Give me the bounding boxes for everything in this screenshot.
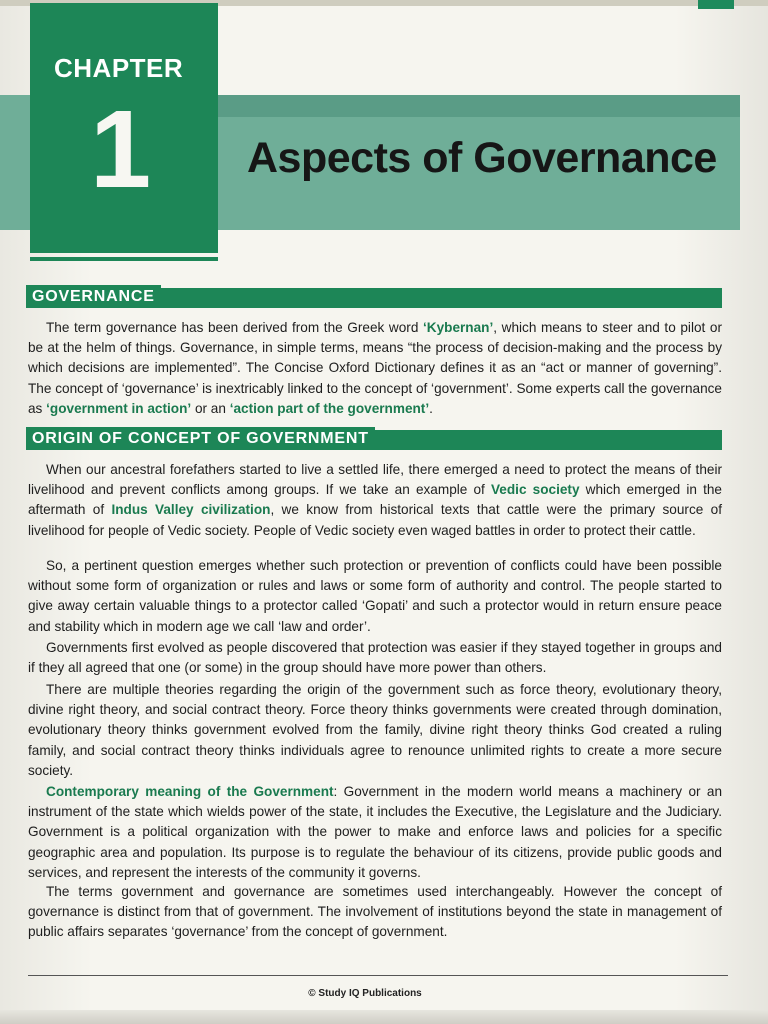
- highlighted-term: Indus Valley civilization: [111, 502, 271, 518]
- paragraph-text: or an: [191, 400, 230, 416]
- chapter-label: CHAPTER: [54, 53, 184, 83]
- paragraph-text: Governments first evolved as people discovered that protection was easier if they stayed together in groups and if they all agreed that one (or some) in the group should have more power than others.: [28, 640, 722, 676]
- paragraph: [28, 782, 722, 883]
- highlighted-term: ‘government in action’: [46, 400, 192, 416]
- footer-rule: [28, 975, 728, 976]
- paragraph-text: , we know from historical texts that cattle were the primary source of livelihood for people of Vedic society. People of Vedic society even waged battles in order to protect their cattle.: [28, 502, 722, 538]
- highlighted-term: ‘Kybernan’: [422, 320, 494, 335]
- chapter-underline: [30, 257, 218, 261]
- paragraph-text: : Government in the modern world means a machinery or an instrument of the state which wields power of the state, it includes the Executive, the Legislature and the Judiciary. Government is a political organization with the power to make and enforce laws and policies for a specific geographic area and population. Its purpose is to regulate the behaviour of its citizens, provide public goods and services, and represent the interests of the community it governs.: [28, 784, 723, 880]
- highlighted-term: Contemporary meaning of the Government: [46, 784, 334, 799]
- section-heading-origin: ORIGIN OF CONCEPT OF GOVERNMENT: [26, 427, 375, 450]
- footer-publisher: © Study IQ Publications: [308, 988, 422, 999]
- paragraph: [28, 556, 722, 637]
- highlighted-term: Vedic society: [490, 482, 580, 498]
- chapter-number: 1: [90, 88, 152, 211]
- paragraph: [28, 882, 722, 943]
- paragraph: [28, 638, 722, 678]
- paragraph-text: .: [429, 400, 433, 416]
- paragraph-text: So, a pertinent question emerges whether such protection or prevention of conflicts could have been possible without some form of organization or rules and laws or some form of authority and control. The people started to give away certain valuable things to a protector called ‘Gopati’ and such a protector would in return ensure peace and stability which in modern age we call ‘law and order’.: [28, 558, 722, 634]
- paragraph-text: , which means to steer and to pilot or be at the helm of things. Governance, in simple terms, means “the process of decision-making and the process by which decisions are implemented”. The Concise Oxford Dictionary defines it as an “act or manner of governing”. The concept of ‘governance’ is inextricably linked to the concept of ‘government’. Some experts call the governance as: [28, 320, 722, 416]
- page-bottom-shadow: [0, 1010, 768, 1024]
- paragraph-text: The terms government and governance are sometimes used interchangeably. However the concept of governance is distinct from that of government. The involvement of institutions beyond the state in management of public affairs separates ‘governance’ from the concept of government.: [28, 884, 722, 940]
- header-band-strip: [215, 95, 740, 117]
- paragraph: [28, 460, 722, 541]
- chapter-title: Aspects of Governance: [247, 134, 717, 182]
- paragraph-text: There are multiple theories regarding the origin of the government such as force theory, evolutionary theory, divine right theory, and social contract theory. Force theory thinks governments were created through domination, evolutionary theory thinks government evolved from the family, divine right theory thinks God created a ruling family, and social contract theory thinks individuals agree to renounce unlimited rights to create a more secure society.: [28, 682, 722, 778]
- highlighted-term: ‘action part of the government’: [229, 400, 430, 416]
- paragraph: [28, 680, 722, 781]
- paragraph-text: The term governance has been derived from the Greek word: [46, 320, 423, 335]
- paragraph-text: When our ancestral forefathers started to live a settled life, there emerged a need to protect the means of their livelihood and prevent conflicts among groups. If we take an example of: [28, 462, 722, 498]
- corner-tab: [698, 0, 734, 9]
- section-heading-governance: GOVERNANCE: [26, 285, 161, 308]
- paragraph: [28, 318, 722, 419]
- paragraph-text: which emerged in the aftermath of: [28, 482, 722, 518]
